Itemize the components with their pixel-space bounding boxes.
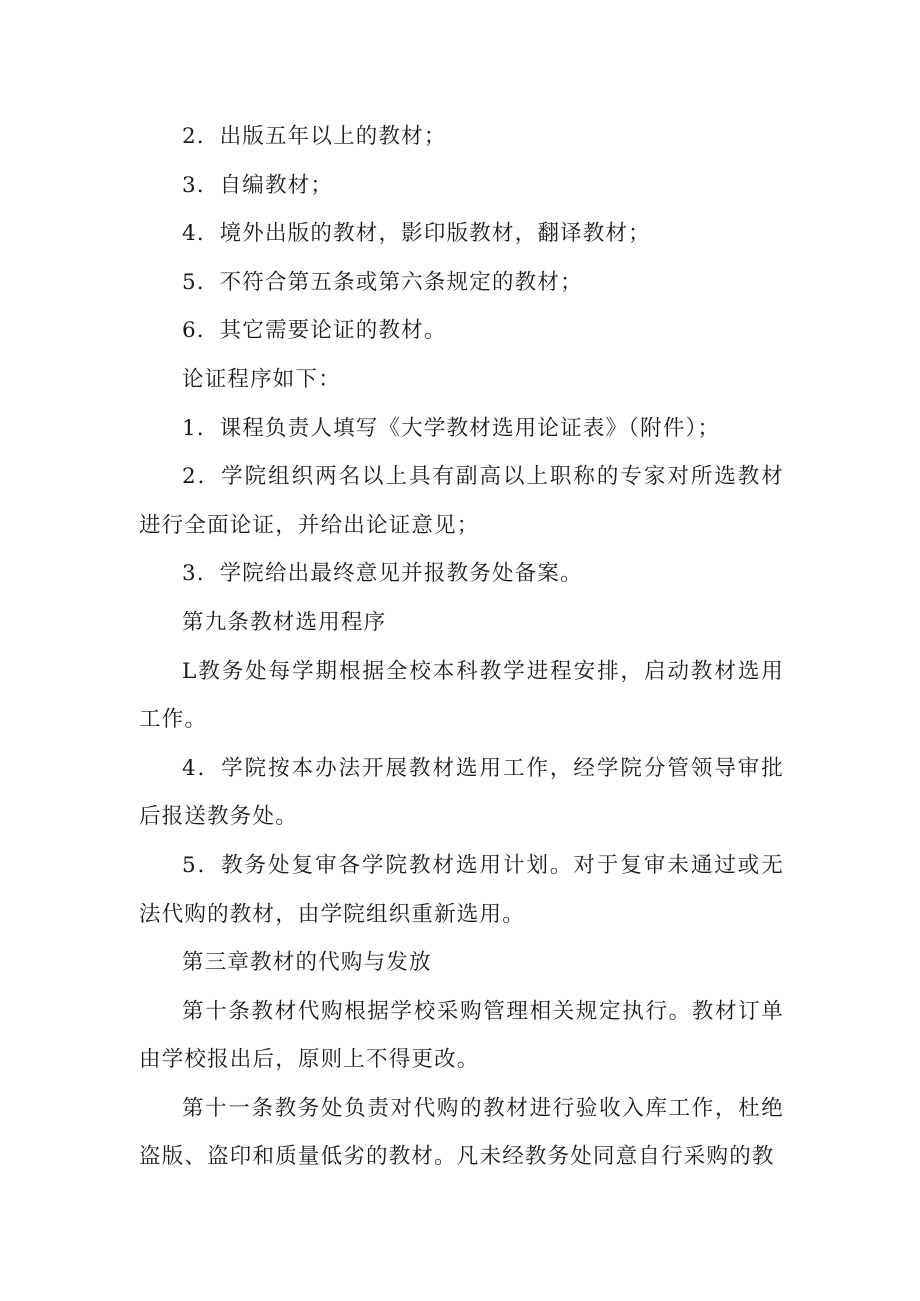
list-item: 1．课程负责人填写《大学教材选用论证表》（附件）； <box>182 415 721 441</box>
list-item: 5．不符合第五条或第六条规定的教材； <box>182 269 583 295</box>
list-item: 4．学院按本办法开展教材选用工作，经学院分管领导审批后报送教务处。 <box>139 755 784 830</box>
list-item: 2．学院组织两名以上具有副高以上职称的专家对所选教材进行全面论证，并给出论证意见； <box>139 464 784 538</box>
list-item: L教务处每学期根据全校本科教学进程安排，启动教材选用工作。 <box>139 658 784 733</box>
list-item: 6．其它需要论证的教材。 <box>182 318 447 344</box>
article-paragraph: 第十一条教务处负责对代购的教材进行验收入库工作，杜绝盗版、盗印和质量低劣的教材。凡未经教务处同意自行采购的教 <box>139 1095 784 1170</box>
list-item: 3．学院给出最终意见并报教务处备案。 <box>182 561 583 587</box>
article-paragraph: 第十条教材代购根据学校采购管理相关规定执行。教材订单由学校报出后，原则上不得更改。 <box>139 998 784 1073</box>
section-intro: 论证程序如下： <box>182 366 341 392</box>
chapter-heading: 第三章教材的代购与发放 <box>182 950 432 976</box>
list-item: 4．境外出版的教材，影印版教材，翻译教材； <box>182 221 651 247</box>
list-item: 5．教务处复审各学院教材选用计划。对于复审未通过或无法代购的教材，由学院组织重新选用。 <box>139 852 784 927</box>
article-heading: 第九条教材选用程序 <box>182 609 387 635</box>
list-item: 2．出版五年以上的教材； <box>182 124 447 149</box>
list-item: 3．自编教材； <box>182 172 334 198</box>
document-body <box>139 113 784 1182</box>
